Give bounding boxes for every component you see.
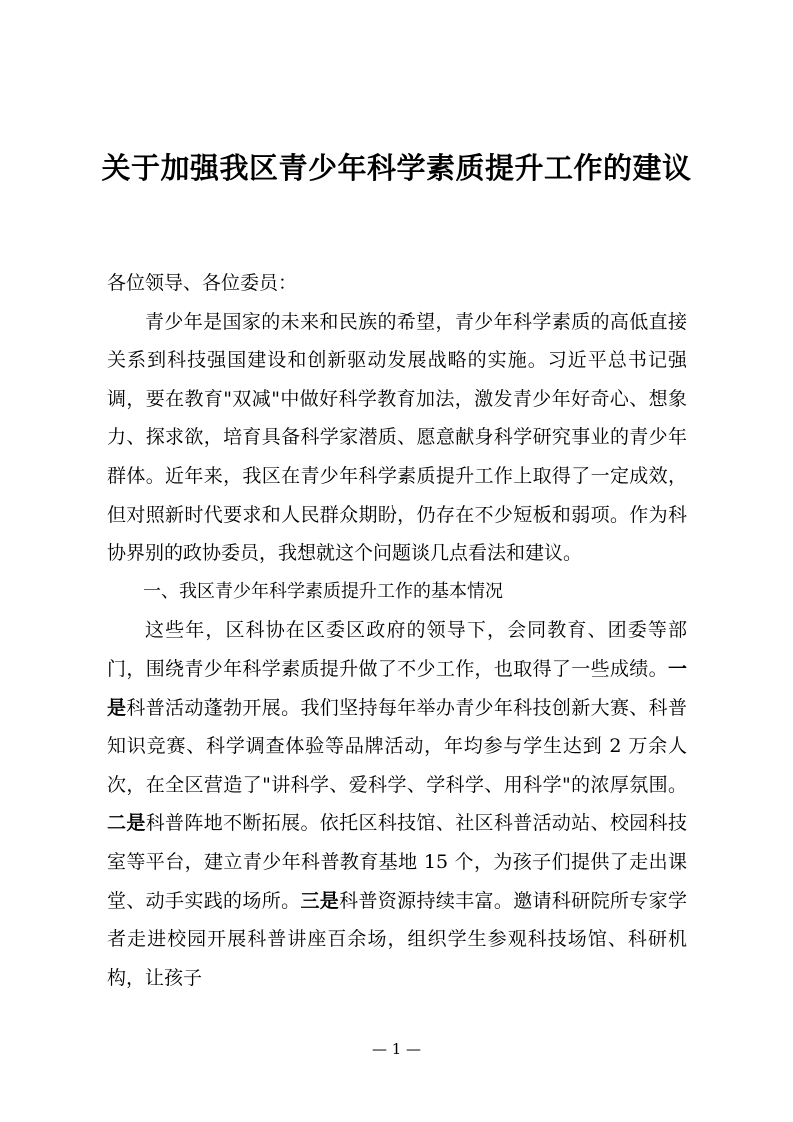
document-body [107,264,687,997]
section-heading-1: 一、我区青少年科学素质提升工作的基本情况 [143,580,503,602]
section-1-paragraph [107,611,687,997]
point-1-text: 科普活动蓬勃开展。我们坚持每年举办青少年科技创新大赛、科普知识竞赛、科学调查体验等品牌活动，年均参与学生达到 2 万余人次，在全区营造了"讲科学、爱科学、学科学、用科学"的浓厚氛围。 [107,696,687,796]
point-3-text: 科普资源持续丰富。邀请科研院所专家学者走进校园开展科普讲座百余场，组织学生参观科技场馆、科研机构，让孩子 [107,889,687,989]
point-2-text: 科普阵地不断拓展。依托区科技馆、社区科普活动站、校园科技室等平台，建立青少年科普教育基地 15 个，为孩子们提供了走出课堂、动手实践的场所。 [107,812,687,912]
document-title: 关于加强我区青少年科学素质提升工作的建议 [101,151,692,185]
point-3-label: 三是 [300,889,340,912]
salutation: 各位领导、各位委员： [107,272,298,294]
point-1-label: 一是 [107,657,687,719]
page-number: — 1 — [371,1040,422,1058]
section-1-lead: 这些年，区科协在区委区政府的领导下，会同教育、团委等部门，围绕青少年科学素质提升做了不少工作，也取得了一些成绩。 [107,619,687,680]
point-2-label: 二是 [107,812,146,835]
intro-paragraph: 青少年是国家的未来和民族的希望，青少年科学素质的高低直接关系到科技强国建设和创新驱动发展战略的实施。习近平总书记强调，要在教育"双减"中做好科学教育加法，激发青少年好奇心、想象力、探求欲，培育具备科学家潜质、愿意献身科学研究事业的青少年群体。近年来，我区在青少年科学素质提升工作上取得了一定成效，但对照新时代要求和人民群众期盼，仍存在不少短板和弱项。作为科协界别的政协委员，我想就这个问题谈几点看法和建议。 [107,310,687,565]
